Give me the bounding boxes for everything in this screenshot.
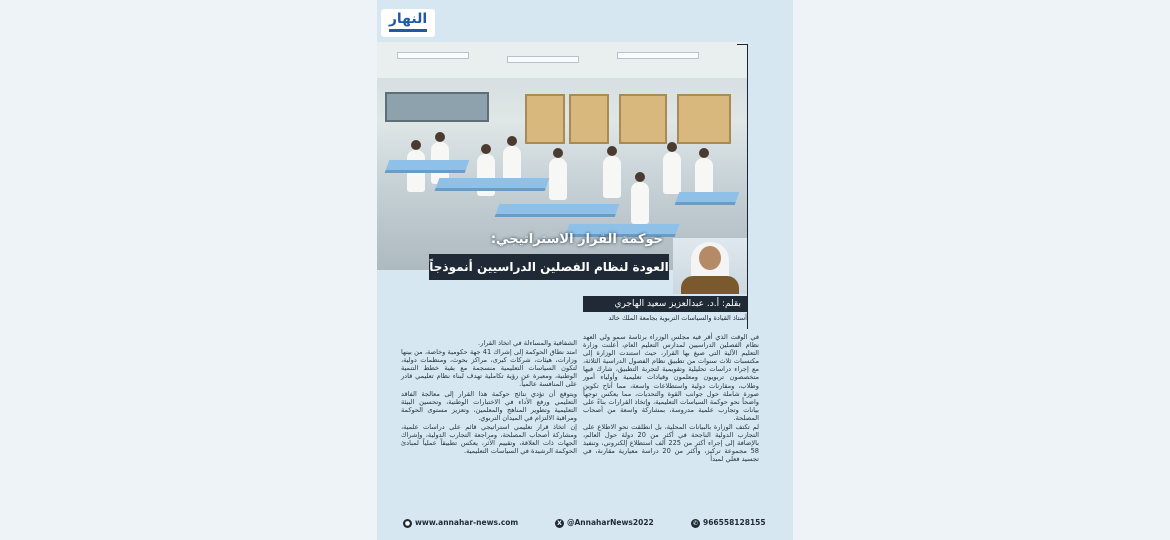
article-column-left [401, 339, 577, 456]
bulletin-board [569, 94, 609, 144]
newspaper-logo [381, 9, 435, 37]
article-column-right [583, 333, 759, 465]
portrait-face [699, 246, 721, 270]
logo-text: النهار [388, 11, 428, 27]
author-position: أستاذ القيادة والسياسات التربوية بجامعة الملك خالد [608, 314, 747, 322]
article-title-line1: حوكمة القرار الاستراتيجي: [490, 232, 663, 247]
desk [385, 160, 470, 173]
twitter-text: @AnnaharNews2022 [567, 518, 654, 527]
ceiling-light [507, 56, 579, 63]
magazine-page [377, 0, 793, 540]
x-icon: X [555, 519, 564, 528]
ceiling-light [397, 52, 469, 59]
student [663, 152, 681, 194]
classroom-window [385, 92, 489, 122]
paragraph: ويتوقع أن تؤدي نتائج حوكمة هذا القرار إلى معالجة الفاقد التعليمي ورفع الأداء في الاختبارات الوطنية، وتحسين البيئة التعليمية وتطوير المناهج والمعلمين، وتعزيز مستوى الحوكمة ومراقبة الالتزام في الميدان التربوي. [401, 389, 577, 422]
globe-icon: ● [404, 519, 411, 527]
ceiling-light [617, 52, 699, 59]
footer-website[interactable] [403, 518, 518, 528]
bulletin-board [619, 94, 667, 144]
frame-line [737, 44, 747, 45]
bulletin-board [525, 94, 565, 144]
whatsapp-text: 966558128155 [703, 518, 766, 527]
paragraph: لم تكتف الوزارة بالبيانات المحلية، بل انطلقت نحو الاطلاع على التجارب الدولية الناجحة في أكثر من 20 دولة حول العالم، بالإضافة إلى إجراء أكثر من 225 ألف استطلاع إلكتروني، وتنفيذ 58 مجموعة تركيز، وأكثر من 20 دراسة معيارية مقارنة، في تجسيد فعلي لمبدأ [583, 423, 759, 464]
bulletin-board [677, 94, 731, 144]
article-title-line2: العودة لنظام الفصلين الدراسيين أنموذجاً [429, 254, 669, 280]
author-name: بقلم: أ.د. عبدالعزيز سعيد الهاجري [583, 296, 747, 312]
paragraph: الشفافية والمساءلة في اتخاذ القرار. [478, 339, 577, 347]
desk [435, 178, 550, 191]
desk [495, 204, 620, 217]
student [603, 156, 621, 198]
portrait-body [681, 276, 739, 294]
page-footer [397, 514, 773, 532]
student [549, 158, 567, 200]
desk [675, 192, 740, 205]
author-portrait [673, 238, 747, 294]
paragraph: في الوقت الذي أقر فيه مجلس الوزراء برئاسة سمو ولي العهد نظام الفصلين الدراسيين لمدارس التعليم العام، أعلنت وزارة التعليم الآلية التي صيغ بها القرار، حيث استندت الوزارة إلى مكتسبات ثلاث سنوات من تطبيق نظام الفصول الدراسية الثلاثة، مع إجراء دراسات تحليلية وتقويمية لتجربة التطبيق، شارك فيها متخصصون تربويون ومعلمون وقيادات تعليمية وأولياء أمور وطلاب، ومقارنات دولية واستطلاعات واسعة، مما أتاح تكوين صورة شاملة حول جوانب القوة والتحديات، مما يعكس توجهاً واضحاً نحو حوكمة السياسات التعليمية، وإتخاذ القرارات بناءً على بيانات وتجارب علمية مدروسة، بمشاركة واسعة من أصحاب المصلحة. [583, 333, 759, 422]
logo-underline [389, 29, 427, 32]
whatsapp-icon: ✆ [692, 519, 699, 527]
student [631, 182, 649, 224]
frame-line [747, 44, 748, 329]
paragraph: إن اتخاذ قرار تعليمي استراتيجي قائم على دراسات علمية، ومشاركة أصحاب المصلحة، ومراجعة التجارب الدولية، وإشراك الجهات ذات العلاقة، وتقييم الأثر، يعكس تطبيقاً عملياً لمبادئ الحوكمة الرشيدة في السياسات التعليمية. [401, 422, 577, 456]
footer-whatsapp[interactable] [691, 518, 766, 528]
footer-twitter[interactable] [555, 518, 654, 528]
paragraph: امتد نطاق الحوكمة إلى إشراك 41 جهة حكومية وخاصة، من بينها وزارات، هيئات، شركات كبرى، مراكز بحوث، ومنظمات دولية، لتكون السياسات التعليمية منسجمة مع بقية خطط التنمية الوطنية، ومعبرة عن رؤية تكاملية تهدف لبناء نظام تعليمي قادر على المنافسة عالمياً. [401, 348, 577, 389]
website-text: www.annahar-news.com [415, 518, 519, 527]
